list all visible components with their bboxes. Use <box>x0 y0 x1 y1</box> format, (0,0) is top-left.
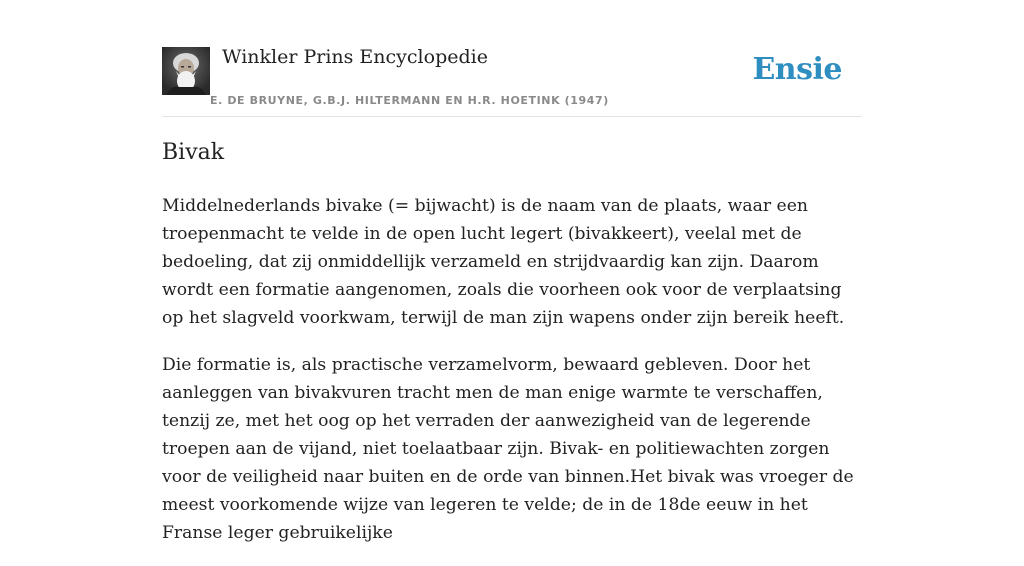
source-title[interactable]: Winkler Prins Encyclopedie <box>222 46 488 68</box>
paragraph-2: Die formatie is, als practische verzamelvorm, bewaard gebleven. Door het aanleggen van bivakvuren tracht men de man enige warmte te verschaffen, tenzij ze, met het oog op het verraden der aanwezigheid van de legerende troepen aan de vijand, niet toelaatbaar zijn. Bivak- en politiewachten zorgen voor de veiligheid naar buiten en de orde van binnen.Het bivak was vroeger de meest voorkomende wijze van legeren te velde; de in de 18de eeuw in het Franse leger gebruikelijke <box>162 355 854 543</box>
article-title: Bivak <box>162 140 225 165</box>
source-authors: E. DE BRUYNE, G.B.J. HILTERMANN EN H.R. HOETINK (1947) <box>210 94 609 107</box>
article-body <box>162 192 862 566</box>
ensie-logo[interactable]: Ensie <box>752 52 842 87</box>
source-header <box>162 44 862 117</box>
author-portrait-icon <box>162 47 210 95</box>
paragraph-1: Middelnederlands bivake (= bijwacht) is de naam van de plaats, waar een troepenmacht te velde in de open lucht legert (bivakkeert), veelal met de bedoeling, dat zij onmiddellijk verzameld en strijdvaardig kan zijn. Daarom wordt een formatie aangenomen, zoals die voorheen ook voor de verplaatsing op het slagveld voorkwam, terwijl de man zijn wapens onder zijn bereik heeft. <box>162 196 845 328</box>
